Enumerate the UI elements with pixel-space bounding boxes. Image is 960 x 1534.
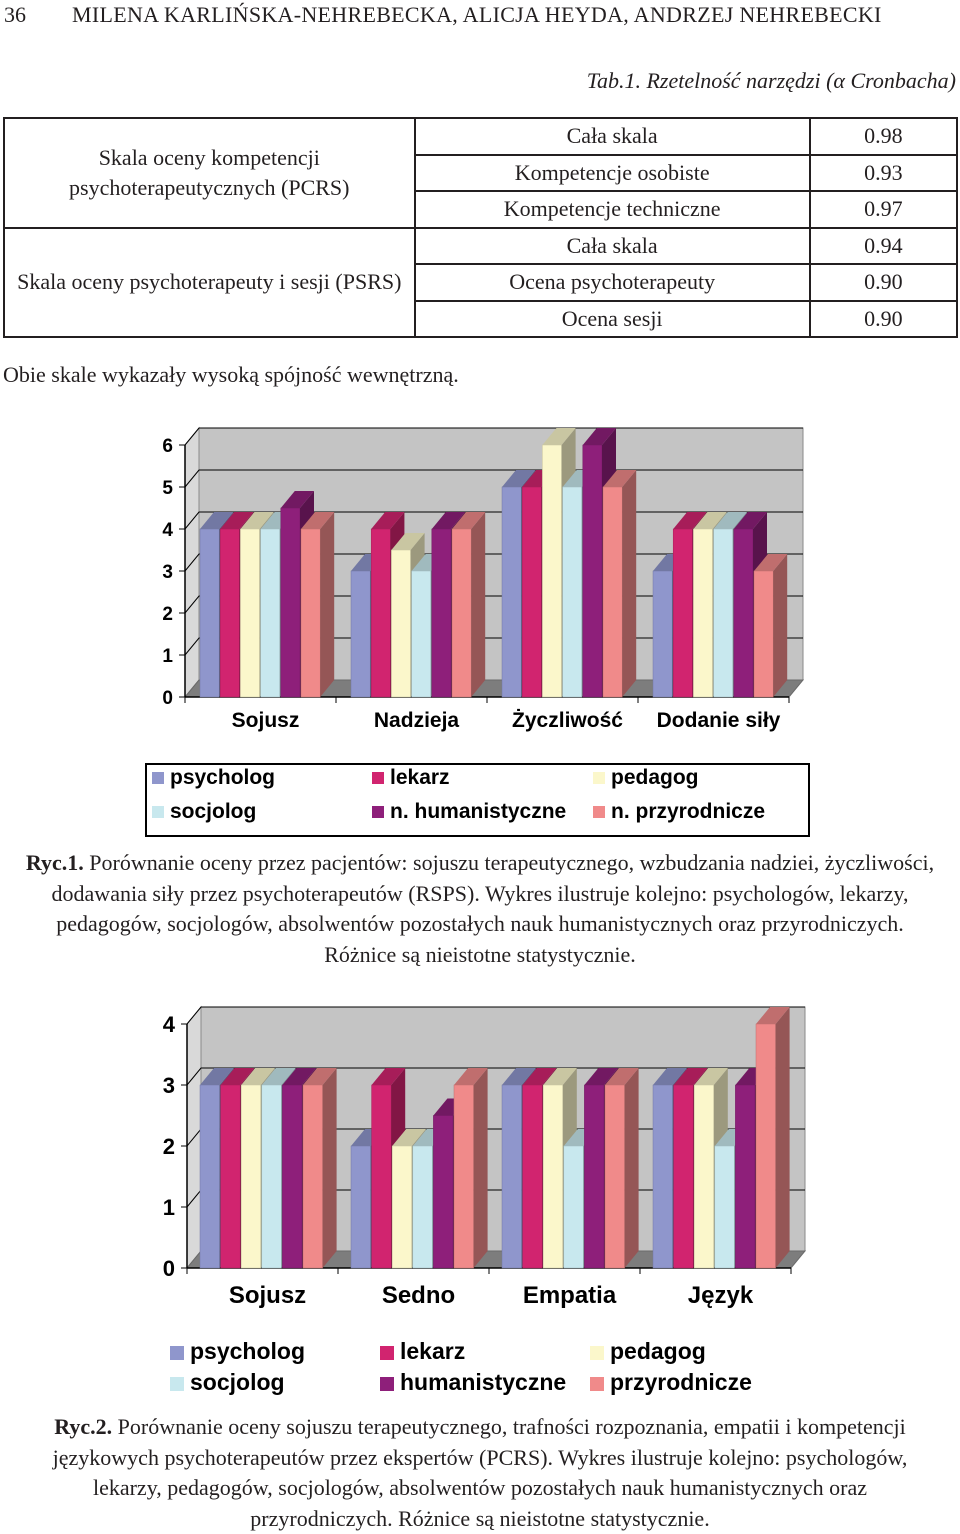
x-category-label: Sojusz [231, 709, 300, 732]
legend-item [380, 1369, 566, 1396]
bar-przyrodnicze-1 [454, 1068, 488, 1268]
legend-item [170, 1369, 285, 1396]
y-tick-label: 4 [162, 1011, 175, 1037]
legend-swatch [170, 1346, 184, 1360]
legend-item [590, 1369, 752, 1396]
bar-przyrodnicze-3 [756, 1007, 790, 1268]
y-tick-label: 5 [162, 477, 173, 499]
subscale-name: Kompetencje techniczne [415, 191, 810, 228]
bar-przyrodnicze-0 [303, 1068, 337, 1268]
running-head: MILENA KARLIŃSKA-NEHREBECKA, ALICJA HEYDA, ANDRZEJ NEHREBECKI [72, 2, 882, 27]
scale-name-psrs: Skala oceny psychoterapeuty i sesji (PSRS) [4, 228, 415, 338]
caption-text: Porównanie oceny przez pacjentów: sojuszu terapeutycznego, wzbudzania nadziei, życzliwości, dodawania siły przez psychoterapeutów (RSPS). Wykres ilustruje kolejno: psychologów, lekarzy, pedagogów, socjologów, absolwentów pozostałych nauk humanistycznych oraz przyrodniczych. Różnice są nieistotne statystycznie. [51, 850, 935, 967]
x-category-label: Życzliwość [512, 709, 623, 732]
y-tick-label: 2 [162, 603, 173, 625]
legend-label: n. przyrodnicze [611, 800, 766, 823]
caption-text: Porównanie oceny sojuszu terapeutycznego, trafności rozpoznania, empatii i kompetencji językowych psychoterapeutów przez ekspertów (PCRS). Wykres ilustruje kolejno: psychologów, lekarzy, pedagogów, socjologów, absolwentów pozostałych nauk humanistycznych oraz przyrodniczych. Różnice są nieistotne statystycznie. [52, 1414, 908, 1531]
y-tick-label: 0 [162, 687, 173, 709]
caption-label: Ryc.1. [25, 850, 84, 875]
legend-label: psycholog [170, 766, 276, 789]
y-tick-label: 1 [162, 1194, 175, 1220]
y-tick-label: 3 [162, 561, 173, 583]
y-tick-label: 3 [162, 1072, 175, 1098]
x-category-label: Sedno [381, 1282, 456, 1309]
legend-swatch [590, 1377, 604, 1391]
alpha-value: 0.90 [810, 301, 957, 338]
legend-swatch [590, 1346, 604, 1360]
legend-item [170, 1338, 305, 1365]
alpha-value: 0.97 [810, 191, 957, 228]
x-category-label: Nadzieja [373, 709, 460, 732]
chart-ryc2-legend [160, 1338, 860, 1398]
alpha-value: 0.90 [810, 264, 957, 301]
y-tick-label: 6 [162, 435, 173, 457]
legend-label: socjolog [190, 1369, 285, 1395]
page-number: 36 [4, 2, 26, 27]
x-category-label: Język [687, 1282, 754, 1309]
body-text: Obie skale wykazały wysoką spójność wewnętrzną. [3, 362, 459, 387]
bar-przyrodnicze-2 [605, 1068, 639, 1268]
caption-label: Ryc.2. [54, 1414, 113, 1439]
legend-item [590, 1338, 706, 1365]
legend-label: lekarz [390, 766, 450, 789]
legend-item [380, 1338, 465, 1365]
legend-label: n. humanistyczne [390, 800, 567, 823]
alpha-value: 0.98 [810, 118, 957, 155]
legend-label: pedagog [610, 1338, 706, 1364]
x-category-label: Sojusz [228, 1282, 307, 1309]
table-caption: Tab.1. Rzetelność narzędzi (α Cronbacha) [586, 68, 956, 93]
scale-name-pcrs: Skala oceny kompetencji psychoterapeutycznych (PCRS) [4, 118, 415, 228]
legend-swatch [170, 1377, 184, 1391]
legend-label: humanistyczne [400, 1369, 567, 1395]
legend-label: lekarz [400, 1338, 466, 1364]
subscale-name: Kompetencje osobiste [415, 155, 810, 192]
legend-label: psycholog [190, 1338, 306, 1364]
alpha-value: 0.93 [810, 155, 957, 192]
legend-label: pedagog [611, 766, 699, 789]
legend-label: socjolog [170, 800, 257, 823]
subscale-name: Ocena psychoterapeuty [415, 264, 810, 301]
subscale-name: Cała skala [415, 228, 810, 265]
figure-caption-2 [20, 1412, 940, 1534]
subscale-name: Ocena sesji [415, 301, 810, 338]
legend-label: przyrodnicze [610, 1369, 752, 1395]
alpha-value: 0.94 [810, 228, 957, 265]
x-category-label: Empatia [522, 1282, 617, 1309]
legend-swatch [380, 1346, 394, 1360]
x-category-label: Dodanie siły [656, 709, 781, 732]
subscale-name: Cała skala [415, 118, 810, 155]
legend-swatch [380, 1377, 394, 1391]
y-tick-label: 2 [162, 1133, 175, 1159]
y-tick-label: 4 [162, 519, 173, 541]
y-tick-label: 0 [162, 1255, 175, 1281]
y-tick-label: 1 [162, 645, 173, 667]
